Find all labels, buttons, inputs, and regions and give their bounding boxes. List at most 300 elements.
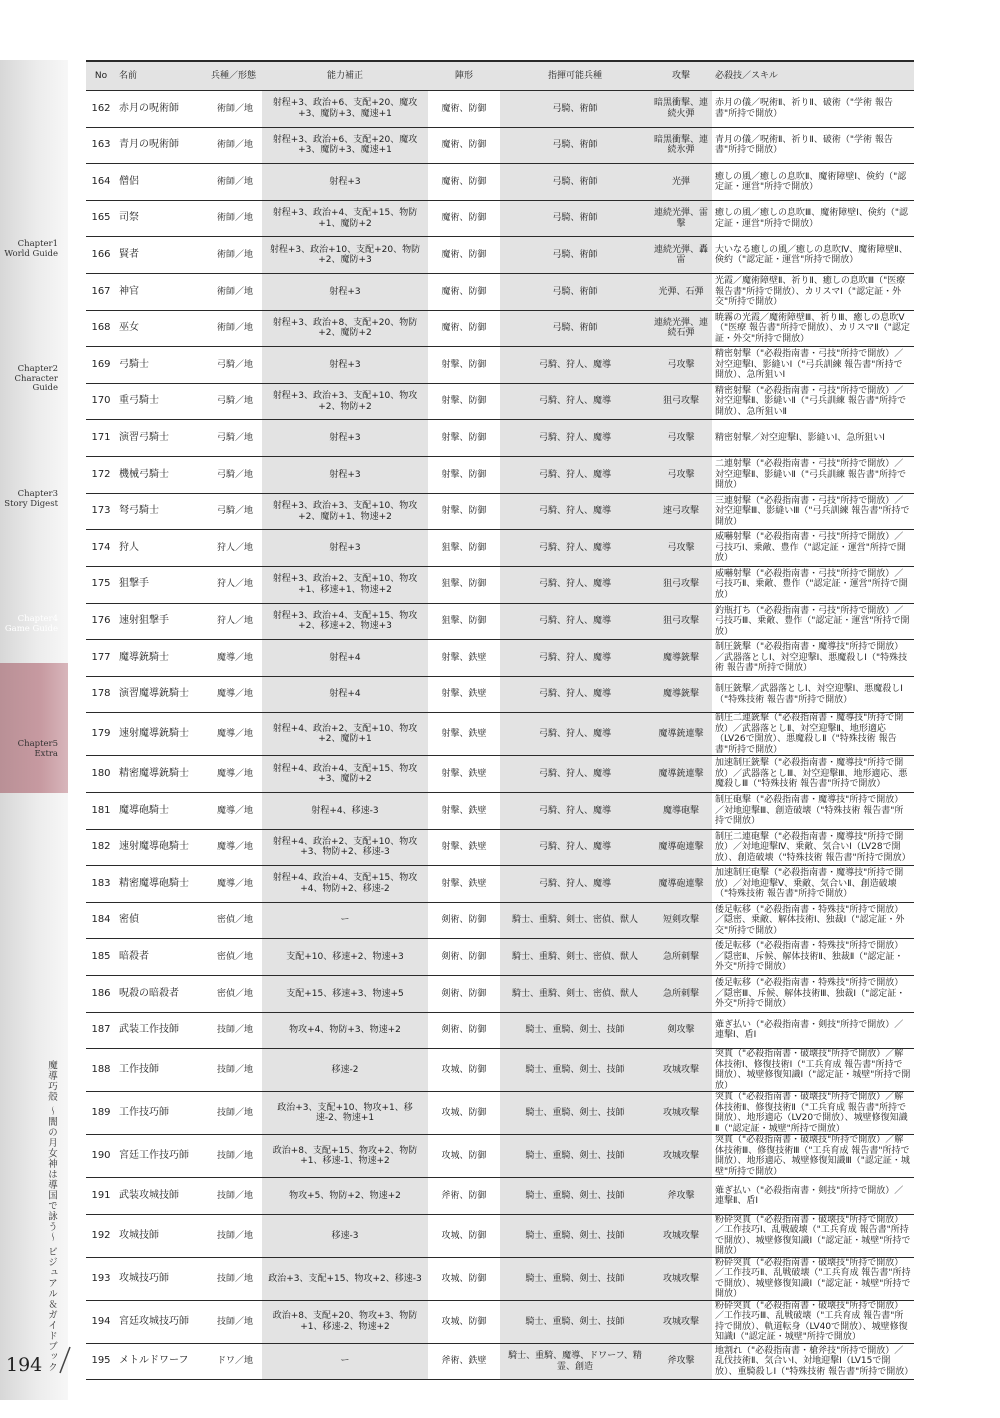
class-name-cell: 密偵 — [116, 902, 208, 939]
row-number-cell: 175 — [86, 566, 116, 603]
class-name-cell: 機械弓騎士 — [116, 457, 208, 494]
skills-cell: 薙ぎ払い（"必殺指南書・剣技"所持で開放）／連撃Ⅰ、盾Ⅰ — [712, 1012, 914, 1049]
attack-type-cell: 魔導銃連撃 — [650, 713, 712, 756]
class-name-cell: 速射魔導砲騎士 — [116, 829, 208, 866]
class-name-cell: 賢者 — [116, 237, 208, 274]
formation-cell: 射撃、防御 — [428, 383, 500, 420]
row-number-cell: 164 — [86, 164, 116, 201]
stat-bonus-cell: 射程+3 — [262, 274, 428, 311]
chapter-3-tab[interactable] — [0, 490, 58, 509]
commandable-units-cell: 弓騎、狩人、魔導 — [500, 493, 650, 530]
class-type-cell: 密偵／地 — [208, 976, 262, 1013]
class-name-cell: 重弓騎士 — [116, 383, 208, 420]
attack-type-cell: 弓攻撃 — [650, 457, 712, 494]
row-number-cell: 184 — [86, 902, 116, 939]
stat-bonus-cell: 射程+3、政治+3、支配+10、物攻+2、魔防+1、物速+2 — [262, 493, 428, 530]
stat-bonus-cell: 射程+3、政治+10、支配+20、物防+2、魔防+3 — [262, 237, 428, 274]
row-number-cell: 171 — [86, 420, 116, 457]
row-number-cell: 166 — [86, 237, 116, 274]
attack-type-cell: 攻城攻撃 — [650, 1049, 712, 1092]
class-type-cell: 密偵／地 — [208, 902, 262, 939]
class-type-cell: 術師／地 — [208, 310, 262, 347]
skills-cell: 倭足転移（"必殺指南書・特殊技"所持で開放）／隠密Ⅱ、斥候、解体技術Ⅱ、独裁Ⅱ（"認定証・外交"所持で開放） — [712, 939, 914, 976]
class-name-cell: 工作技巧師 — [116, 1092, 208, 1135]
formation-cell: 剣術、防御 — [428, 939, 500, 976]
row-number-cell: 187 — [86, 1012, 116, 1049]
row-number-cell: 185 — [86, 939, 116, 976]
formation-cell: 狙撃、防御 — [428, 603, 500, 640]
stat-bonus-cell: 射程+4、政治+2、支配+10、物攻+2、魔防+1 — [262, 713, 428, 756]
commandable-units-cell: 弓騎、術師 — [500, 200, 650, 237]
table-row — [86, 383, 914, 420]
class-name-cell: 精密魔導砲騎士 — [116, 866, 208, 903]
row-number-cell: 189 — [86, 1092, 116, 1135]
commandable-units-cell: 弓騎、狩人、魔導 — [500, 566, 650, 603]
class-name-cell: 工作技師 — [116, 1049, 208, 1092]
skills-cell: 倭足転移（"必殺指南書・特殊技"所持で開放）／隠密Ⅲ、斥候、解体技術Ⅲ、独裁Ⅰ（"認定証・外交"所持で開放） — [712, 976, 914, 1013]
formation-cell: 射撃、鉄壁 — [428, 866, 500, 903]
commandable-units-cell: 騎士、重騎、剣士、技師 — [500, 1257, 650, 1300]
stat-bonus-cell: 射程+3、政治+4、支配+15、物攻+2、移速+2、物速+3 — [262, 603, 428, 640]
formation-cell: 射撃、鉄壁 — [428, 756, 500, 793]
row-number-cell: 179 — [86, 713, 116, 756]
class-type-cell: 魔導／地 — [208, 792, 262, 829]
stat-bonus-cell: 政治+8、支配+20、物攻+3、物防+1、移速-2、物速+2 — [262, 1300, 428, 1343]
chapter-2-label: Chapter2 — [17, 364, 58, 374]
chapter-4-tab[interactable] — [0, 615, 58, 634]
row-number-cell: 170 — [86, 383, 116, 420]
class-type-cell: 技師／地 — [208, 1214, 262, 1257]
skills-cell: 青月の儀／呪術Ⅱ、祈りⅡ、破術（"学術 報告書"所持で開放） — [712, 127, 914, 164]
commandable-units-cell: 弓騎、術師 — [500, 91, 650, 128]
table-row — [86, 829, 914, 866]
row-number-cell: 167 — [86, 274, 116, 311]
attack-type-cell: 速弓攻撃 — [650, 493, 712, 530]
class-type-cell: 魔導／地 — [208, 713, 262, 756]
formation-cell: 攻城、防御 — [428, 1214, 500, 1257]
skills-cell: 粉砕突貫（"必殺指南書・破壊技"所持で開放）／工作技巧Ⅱ、乱戦破壊（"工兵育成 報告書"所持で開放）、城壁修復知識Ⅰ（"認定証・城壁"所持で開放） — [712, 1257, 914, 1300]
table-row — [86, 1300, 914, 1343]
skills-cell: 光霞／魔術障壁Ⅱ、祈りⅡ、癒しの息吹Ⅲ（"医療報告書"所持で開放）、カリスマⅠ（"認定証・外交"所持で開放） — [712, 274, 914, 311]
stat-bonus-cell: 物攻+4、物防+3、物速+2 — [262, 1012, 428, 1049]
chapter-2-tab[interactable] — [0, 365, 58, 394]
class-name-cell: 僧侶 — [116, 164, 208, 201]
class-type-cell: 技師／地 — [208, 1092, 262, 1135]
class-name-cell: 巫女 — [116, 310, 208, 347]
row-number-cell: 172 — [86, 457, 116, 494]
stat-bonus-cell: 物攻+5、物防+2、物速+2 — [262, 1178, 428, 1215]
commandable-units-cell: 弓騎、術師 — [500, 310, 650, 347]
class-type-cell: 術師／地 — [208, 127, 262, 164]
commandable-units-cell: 弓騎、狩人、魔導 — [500, 530, 650, 567]
attack-type-cell: 狙弓攻撃 — [650, 383, 712, 420]
attack-type-cell: 弓攻撃 — [650, 530, 712, 567]
skills-cell: 暁霧の光霞／魔術障壁Ⅲ、祈りⅢ、癒しの息吹Ⅴ（"医療 報告書"所持で開放）、カリスマⅡ（"認定証・外交"所持で開放） — [712, 310, 914, 347]
formation-cell: 斧術、鉄壁 — [428, 1343, 500, 1380]
row-number-cell: 181 — [86, 792, 116, 829]
table-body — [86, 91, 914, 1380]
row-number-cell: 190 — [86, 1135, 116, 1178]
stat-bonus-cell: 射程+4、移速-3 — [262, 792, 428, 829]
chapter-1-tab[interactable] — [0, 240, 58, 259]
class-type-cell: 術師／地 — [208, 200, 262, 237]
header-skill: 必殺技／スキル — [712, 61, 914, 91]
chapter-5-tab[interactable] — [0, 740, 58, 759]
formation-cell: 攻城、防御 — [428, 1300, 500, 1343]
stat-bonus-cell: 射程+3、政治+6、支配+20、魔攻+3、魔防+3、魔速+1 — [262, 127, 428, 164]
commandable-units-cell: 騎士、重騎、剣士、技師 — [500, 1092, 650, 1135]
table-row — [86, 1343, 914, 1380]
formation-cell: 魔術、防御 — [428, 310, 500, 347]
stat-bonus-cell: 射程+3 — [262, 530, 428, 567]
stat-bonus-cell: 射程+3 — [262, 420, 428, 457]
class-name-cell: 狩人 — [116, 530, 208, 567]
attack-type-cell: 攻城攻撃 — [650, 1300, 712, 1343]
formation-cell: 射撃、鉄壁 — [428, 676, 500, 713]
class-name-cell: 宮廷工作技巧師 — [116, 1135, 208, 1178]
attack-type-cell: 魔導砲連撃 — [650, 866, 712, 903]
class-name-cell: 青月の呪術師 — [116, 127, 208, 164]
commandable-units-cell: 弓騎、狩人、魔導 — [500, 420, 650, 457]
table-row — [86, 1257, 914, 1300]
stat-bonus-cell: 支配+10、移速+2、物速+3 — [262, 939, 428, 976]
stat-bonus-cell: 射程+3、政治+8、支配+20、物防+2、魔防+2 — [262, 310, 428, 347]
chapter-5-subtitle: Extra — [34, 748, 58, 759]
class-name-cell: 武装攻城技師 — [116, 1178, 208, 1215]
table-row — [86, 640, 914, 677]
row-number-cell: 188 — [86, 1049, 116, 1092]
class-type-cell: 弓騎／地 — [208, 347, 262, 384]
class-type-cell: 術師／地 — [208, 274, 262, 311]
class-table — [86, 60, 914, 1380]
stat-bonus-cell: 移速-3 — [262, 1214, 428, 1257]
attack-type-cell: 狙弓攻撃 — [650, 603, 712, 640]
commandable-units-cell: 弓騎、狩人、魔導 — [500, 792, 650, 829]
table-header-row — [86, 61, 914, 91]
chapter-4-label: Chapter4 — [17, 614, 58, 624]
commandable-units-cell: 騎士、重騎、剣士、技師 — [500, 1135, 650, 1178]
row-number-cell: 174 — [86, 530, 116, 567]
formation-cell: 魔術、防御 — [428, 164, 500, 201]
attack-type-cell: 斧攻撃 — [650, 1343, 712, 1380]
attack-type-cell: 暗黒衝撃、連続火弾 — [650, 91, 712, 128]
skills-cell: 突貫（"必殺指南書・破壊技"所持で開放）／解体技術Ⅰ、修復技術Ⅰ（"工兵育成 報告書"所持で開放）、城壁修復知識Ⅰ（"認定証・城壁"所持で開放） — [712, 1049, 914, 1092]
page-slash-mark — [58, 1345, 72, 1375]
table-row — [86, 91, 914, 128]
formation-cell: 剣術、防御 — [428, 976, 500, 1013]
formation-cell: 射撃、防御 — [428, 457, 500, 494]
attack-type-cell: 急所刺撃 — [650, 976, 712, 1013]
stat-bonus-cell: 射程+4 — [262, 640, 428, 677]
row-number-cell: 182 — [86, 829, 116, 866]
class-type-cell: 狩人／地 — [208, 530, 262, 567]
stat-bonus-cell: 射程+3 — [262, 347, 428, 384]
formation-cell: 射撃、鉄壁 — [428, 713, 500, 756]
commandable-units-cell: 騎士、重騎、魔導、ドワーフ、精霊、創造 — [500, 1343, 650, 1380]
attack-type-cell: 短剣攻撃 — [650, 902, 712, 939]
table-row — [86, 566, 914, 603]
row-number-cell: 192 — [86, 1214, 116, 1257]
table-row — [86, 1178, 914, 1215]
class-name-cell: 武装工作技師 — [116, 1012, 208, 1049]
stat-bonus-cell: 射程+3 — [262, 164, 428, 201]
row-number-cell: 163 — [86, 127, 116, 164]
class-type-cell: ドワ／地 — [208, 1343, 262, 1380]
attack-type-cell: 魔導砲連撃 — [650, 829, 712, 866]
skills-cell: 精密射撃（"必殺指南書・弓技"所持で開放）／対空迎撃Ⅰ、影縫いⅠ（"弓兵訓練 報告書"所持で開放）、急所狙いⅠ — [712, 347, 914, 384]
class-type-cell: 術師／地 — [208, 237, 262, 274]
class-name-cell: メトルドワーフ — [116, 1343, 208, 1380]
attack-type-cell: 攻城攻撃 — [650, 1257, 712, 1300]
class-type-cell: 技師／地 — [208, 1178, 262, 1215]
commandable-units-cell: 弓騎、狩人、魔導 — [500, 676, 650, 713]
attack-type-cell: 魔導砲撃 — [650, 792, 712, 829]
formation-cell: 射撃、防御 — [428, 493, 500, 530]
header-no: No — [86, 61, 116, 91]
attack-type-cell: 連続光弾、雷撃 — [650, 200, 712, 237]
class-name-cell: 狙撃手 — [116, 566, 208, 603]
stat-bonus-cell: 射程+4、政治+4、支配+15、物攻+4、物防+2、移速-2 — [262, 866, 428, 903]
class-name-cell: 司祭 — [116, 200, 208, 237]
class-type-cell: 技師／地 — [208, 1012, 262, 1049]
attack-type-cell: 斧攻撃 — [650, 1178, 712, 1215]
row-number-cell: 176 — [86, 603, 116, 640]
class-name-cell: 演習弓騎士 — [116, 420, 208, 457]
attack-type-cell: 魔導銃連撃 — [650, 756, 712, 793]
commandable-units-cell: 騎士、重騎、剣士、技師 — [500, 1012, 650, 1049]
commandable-units-cell: 騎士、重騎、剣士、技師 — [500, 1214, 650, 1257]
chapter-5-label: Chapter5 — [17, 739, 58, 749]
attack-type-cell: 魔導銃撃 — [650, 676, 712, 713]
table-row — [86, 457, 914, 494]
row-number-cell: 165 — [86, 200, 116, 237]
row-number-cell: 162 — [86, 91, 116, 128]
class-name-cell: 暗殺者 — [116, 939, 208, 976]
stat-bonus-cell: ー — [262, 902, 428, 939]
class-type-cell: 技師／地 — [208, 1049, 262, 1092]
stat-bonus-cell: 射程+4、政治+2、支配+10、物攻+3、物防+2、移速-3 — [262, 829, 428, 866]
formation-cell: 魔術、防御 — [428, 91, 500, 128]
table-row — [86, 493, 914, 530]
attack-type-cell: 弓攻撃 — [650, 420, 712, 457]
skills-cell: 制圧二連銃撃（"必殺指南書・魔導技"所持で開放）／武器落としⅡ、対空迎撃Ⅱ、地形適応（LV26で開放）、悪魔殺しⅡ（"特殊技術 報告書"所持で開放） — [712, 713, 914, 756]
commandable-units-cell: 弓騎、狩人、魔導 — [500, 383, 650, 420]
attack-type-cell: 魔導銃撃 — [650, 640, 712, 677]
table-row — [86, 127, 914, 164]
stat-bonus-cell: 政治+3、支配+15、物攻+2、移速-3 — [262, 1257, 428, 1300]
commandable-units-cell: 弓騎、狩人、魔導 — [500, 713, 650, 756]
stat-bonus-cell: 射程+4 — [262, 676, 428, 713]
class-name-cell: 速射狙撃手 — [116, 603, 208, 640]
class-name-cell: 速射魔導銃騎士 — [116, 713, 208, 756]
attack-type-cell: 光弾、石弾 — [650, 274, 712, 311]
attack-type-cell: 連続光弾、轟雷 — [650, 237, 712, 274]
formation-cell: 魔術、防御 — [428, 237, 500, 274]
table-row — [86, 866, 914, 903]
stat-bonus-cell: 政治+8、支配+15、物攻+2、物防+1、移速-1、物速+2 — [262, 1135, 428, 1178]
class-type-cell: 技師／地 — [208, 1135, 262, 1178]
stat-bonus-cell: ー — [262, 1343, 428, 1380]
table-row — [86, 676, 914, 713]
formation-cell: 射撃、防御 — [428, 347, 500, 384]
skills-cell: 突貫（"必殺指南書・破壊技"所持で開放）／解体技術Ⅱ、修復技術Ⅱ（"工兵育成 報告書"所持で開放）、地形適応（LV20で開放）、城壁修復知識Ⅱ（"認定証・城壁"所持で開放） — [712, 1092, 914, 1135]
chapter-2-subtitle: Character Guide — [14, 373, 58, 393]
header-command: 指揮可能兵種 — [500, 61, 650, 91]
table-row — [86, 310, 914, 347]
skills-cell: 地割れ（"必殺指南書・槍斧技"所持で開放）／乱伐技術Ⅱ、気合いⅠ、対地迎撃Ⅰ（LV15で開放）、重騎殺しⅠ（"特殊技術 報告書"所持で開放） — [712, 1343, 914, 1380]
table-row — [86, 756, 914, 793]
chapter-4-subtitle: Game Guide — [4, 623, 58, 634]
commandable-units-cell: 弓騎、狩人、魔導 — [500, 457, 650, 494]
attack-type-cell: 攻城攻撃 — [650, 1092, 712, 1135]
row-number-cell: 186 — [86, 976, 116, 1013]
row-number-cell: 177 — [86, 640, 116, 677]
skills-cell: 薙ぎ払い（"必殺指南書・剣技"所持で開放）／連撃Ⅱ、盾Ⅰ — [712, 1178, 914, 1215]
table-row — [86, 420, 914, 457]
commandable-units-cell: 弓騎、狩人、魔導 — [500, 756, 650, 793]
class-type-cell: 密偵／地 — [208, 939, 262, 976]
commandable-units-cell: 弓騎、術師 — [500, 274, 650, 311]
table-row — [86, 976, 914, 1013]
class-name-cell: 宮廷攻城技巧師 — [116, 1300, 208, 1343]
table-row — [86, 1092, 914, 1135]
commandable-units-cell: 弓騎、術師 — [500, 127, 650, 164]
stat-bonus-cell: 射程+3、政治+3、支配+10、物攻+2、物防+2 — [262, 383, 428, 420]
skills-cell: 突貫（"必殺指南書・破壊技"所持で開放）／解体技術Ⅲ、修復技術Ⅲ（"工兵育成 報告書"所持で開放）、地形適応、城壁修復知識Ⅲ（"認定証・城壁"所持で開放） — [712, 1135, 914, 1178]
class-name-cell: 魔導砲騎士 — [116, 792, 208, 829]
row-number-cell: 183 — [86, 866, 116, 903]
table-row — [86, 274, 914, 311]
skills-cell: 倭足転移（"必殺指南書・特殊技"所持で開放）／隠密、乗敵、解体技術Ⅰ、独裁Ⅰ（"認定証・外交"所持で開放） — [712, 902, 914, 939]
table-row — [86, 237, 914, 274]
formation-cell: 剣術、防御 — [428, 902, 500, 939]
stat-bonus-cell: 支配+15、移速+3、物速+5 — [262, 976, 428, 1013]
skills-cell: 加速制圧銃撃（"必殺指南書・魔導技"所持で開放）／武器落としⅢ、対空迎撃Ⅲ、地形適応、悪魔殺しⅢ（"特殊技術 報告書"所持で開放） — [712, 756, 914, 793]
table-row — [86, 603, 914, 640]
attack-type-cell: 弓攻撃 — [650, 347, 712, 384]
chapter-1-label: Chapter1 — [17, 239, 58, 249]
stat-bonus-cell: 射程+3、政治+2、支配+10、物攻+1、移速+1、物速+2 — [262, 566, 428, 603]
table-row — [86, 713, 914, 756]
skills-cell: 制圧銃撃／武器落としⅠ、対空迎撃Ⅰ、悪魔殺しⅠ（"特殊技術 報告書"所持で開放） — [712, 676, 914, 713]
commandable-units-cell: 騎士、重騎、剣士、密偵、獣人 — [500, 976, 650, 1013]
formation-cell: 魔術、防御 — [428, 127, 500, 164]
header-bonus: 能力補正 — [262, 61, 428, 91]
table-row — [86, 1214, 914, 1257]
attack-type-cell: 急所刺撃 — [650, 939, 712, 976]
row-number-cell: 180 — [86, 756, 116, 793]
formation-cell: 攻城、防御 — [428, 1257, 500, 1300]
class-name-cell: 弓騎士 — [116, 347, 208, 384]
class-name-cell: 魔導銃騎士 — [116, 640, 208, 677]
row-number-cell: 195 — [86, 1343, 116, 1380]
class-type-cell: 魔導／地 — [208, 676, 262, 713]
skills-cell: 制圧砲撃（"必殺指南書・魔導技"所持で開放）／対地迎撃Ⅲ、創造破壊（"特殊技術 報告書"所持で開放） — [712, 792, 914, 829]
formation-cell: 射撃、鉄壁 — [428, 792, 500, 829]
table-row — [86, 347, 914, 384]
attack-type-cell: 狙弓攻撃 — [650, 566, 712, 603]
formation-cell: 斧術、防御 — [428, 1178, 500, 1215]
class-type-cell: 技師／地 — [208, 1300, 262, 1343]
skills-cell: 癒しの風／癒しの息吹Ⅱ、魔術障壁Ⅰ、倹約（"認定証・運営"所持で開放） — [712, 164, 914, 201]
class-name-cell: 弩弓騎士 — [116, 493, 208, 530]
row-number-cell: 193 — [86, 1257, 116, 1300]
commandable-units-cell: 騎士、重騎、剣士、技師 — [500, 1178, 650, 1215]
skills-cell: 制圧二連砲撃（"必殺指南書・魔導技"所持で開放）／対地迎撃Ⅳ、乗敵、気合いⅠ（LV28で開放）、創造破壊（"特殊技術 報告書"所持で開放） — [712, 829, 914, 866]
commandable-units-cell: 騎士、重騎、剣士、密偵、獣人 — [500, 939, 650, 976]
row-number-cell: 169 — [86, 347, 116, 384]
class-type-cell: 技師／地 — [208, 1257, 262, 1300]
stat-bonus-cell: 射程+3、政治+6、支配+20、魔攻+3、魔防+3、魔速+1 — [262, 91, 428, 128]
row-number-cell: 191 — [86, 1178, 116, 1215]
class-type-cell: 魔導／地 — [208, 866, 262, 903]
page-number: 194 — [6, 1354, 43, 1376]
commandable-units-cell: 弓騎、狩人、魔導 — [500, 829, 650, 866]
commandable-units-cell: 騎士、重騎、剣士、技師 — [500, 1300, 650, 1343]
class-type-cell: 魔導／地 — [208, 756, 262, 793]
stat-bonus-cell: 射程+4、政治+4、支配+15、物攻+3、魔防+2 — [262, 756, 428, 793]
table-row — [86, 792, 914, 829]
row-number-cell: 194 — [86, 1300, 116, 1343]
class-type-cell: 魔導／地 — [208, 640, 262, 677]
header-name: 名前 — [116, 61, 208, 91]
header-type: 兵種／形態 — [208, 61, 262, 91]
table-row — [86, 939, 914, 976]
header-formation: 陣形 — [428, 61, 500, 91]
formation-cell: 射撃、鉄壁 — [428, 829, 500, 866]
skills-cell: 精密射撃（"必殺指南書・弓技"所持で開放）／対空迎撃Ⅱ、影縫いⅡ（"弓兵訓練 報告書"所持で開放）、急所狙いⅡ — [712, 383, 914, 420]
header-attack: 攻撃 — [650, 61, 712, 91]
skills-cell: 制圧銃撃（"必殺指南書・魔導技"所持で開放）／武器落としⅠ、対空迎撃Ⅰ、悪魔殺しⅠ（"特殊技術 報告書"所持で開放） — [712, 640, 914, 677]
skills-cell: 粉砕突貫（"必殺指南書・破壊技"所持で開放）／工作技巧Ⅰ、乱戦破壊（"工兵育成 報告書"所持で開放）、城壁修復知識Ⅰ（"認定証・城壁"所持で開放） — [712, 1214, 914, 1257]
class-type-cell: 術師／地 — [208, 91, 262, 128]
commandable-units-cell: 弓騎、狩人、魔導 — [500, 640, 650, 677]
table-row — [86, 902, 914, 939]
book-title-vertical: 魔導巧殻 〜闇の月女神は導国で詠う〜 ビジュアル＆ガイドブック — [46, 1060, 57, 1373]
attack-type-cell: 攻城攻撃 — [650, 1135, 712, 1178]
commandable-units-cell: 弓騎、術師 — [500, 164, 650, 201]
class-name-cell: 精密魔導銃騎士 — [116, 756, 208, 793]
skills-cell: 粉砕突貫（"必殺指南書・破壊技"所持で開放）／工作技巧Ⅲ、乱戦破壊（"工兵育成 報告書"所持で開放）、軌道転身（LV40で開放）、城壁修復知識Ⅰ（"認定証・城壁"所持で開放） — [712, 1300, 914, 1343]
skills-cell: 加速制圧砲撃（"必殺指南書・魔導技"所持で開放）／対地迎撃Ⅴ、乗敵、気合いⅡ、創造破壊（"特殊技術 報告書"所持で開放） — [712, 866, 914, 903]
table-row — [86, 1049, 914, 1092]
skills-cell: 三連射撃（"必殺指南書・弓技"所持で開放）／対空迎撃Ⅲ、影縫いⅢ（"弓兵訓練 報告書"所持で開放） — [712, 493, 914, 530]
formation-cell: 射撃、鉄壁 — [428, 640, 500, 677]
attack-type-cell: 攻城攻撃 — [650, 1214, 712, 1257]
class-type-cell: 弓騎／地 — [208, 420, 262, 457]
class-name-cell: 赤月の呪術師 — [116, 91, 208, 128]
class-name-cell: 神官 — [116, 274, 208, 311]
table-row — [86, 1135, 914, 1178]
class-type-cell: 狩人／地 — [208, 603, 262, 640]
attack-type-cell: 暗黒衝撃、連続氷弾 — [650, 127, 712, 164]
row-number-cell: 168 — [86, 310, 116, 347]
class-name-cell: 攻城技師 — [116, 1214, 208, 1257]
skills-cell: 釣瓶打ち（"必殺指南書・弓技"所持で開放）／弓技巧Ⅲ、乗敵、豊作（"認定証・運営"所持で開放） — [712, 603, 914, 640]
commandable-units-cell: 弓騎、狩人、魔導 — [500, 347, 650, 384]
class-name-cell: 攻城技巧師 — [116, 1257, 208, 1300]
formation-cell: 攻城、防御 — [428, 1092, 500, 1135]
chapter-3-label: Chapter3 — [17, 489, 58, 499]
commandable-units-cell: 騎士、重騎、剣士、技師 — [500, 1049, 650, 1092]
table-row — [86, 200, 914, 237]
class-name-cell: 呪殺の暗殺者 — [116, 976, 208, 1013]
attack-type-cell: 光弾 — [650, 164, 712, 201]
class-type-cell: 魔導／地 — [208, 829, 262, 866]
formation-cell: 攻城、防御 — [428, 1049, 500, 1092]
table-row — [86, 1012, 914, 1049]
formation-cell: 攻城、防御 — [428, 1135, 500, 1178]
